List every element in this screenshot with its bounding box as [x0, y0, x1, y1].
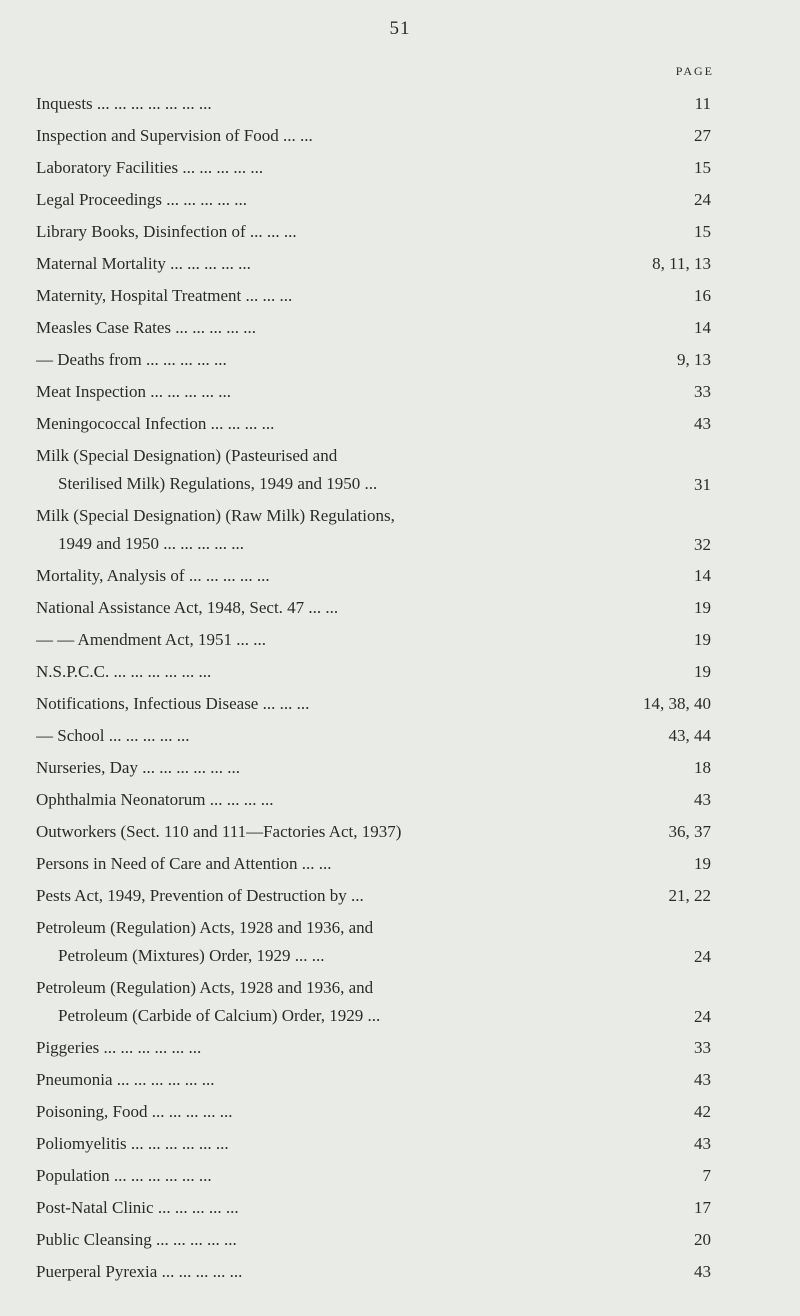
index-entry [36, 312, 711, 344]
index-entry [36, 152, 711, 184]
index-entry-term [36, 752, 621, 784]
index-entry-pages: 11 [694, 94, 711, 113]
index-entry [36, 1064, 711, 1096]
index-entry [36, 344, 711, 376]
index-entry-term-line: Piggeries ... ... ... ... ... ... [36, 1038, 202, 1057]
index-entry-term-line: Petroleum (Regulation) Acts, 1928 and 1936, and [36, 918, 374, 937]
index-entry-term [36, 656, 621, 688]
index-entry-term-line: — — Amendment Act, 1951 ... ... [36, 630, 266, 649]
index-entry-term [36, 344, 621, 376]
index-entry-pages: 18 [694, 758, 711, 777]
index-entry-term-line: Library Books, Disinfection of ... ... ... [36, 222, 297, 241]
page-column-header: PAGE [675, 64, 714, 78]
index-entry-term-line: Inquests ... ... ... ... ... ... ... [36, 94, 212, 113]
index-entry-term [36, 912, 621, 970]
index-entry-term [36, 688, 621, 720]
index-entry-term [36, 1192, 621, 1224]
index-entry-term-line: — School ... ... ... ... ... [36, 726, 190, 745]
index-entry-pages: 17 [694, 1198, 711, 1217]
index-entry-term-line: Pneumonia ... ... ... ... ... ... [36, 1070, 215, 1089]
index-entry-pages: 32 [694, 535, 711, 554]
index-entry [36, 1096, 711, 1128]
index-entry [36, 88, 711, 120]
index-entry-term [36, 784, 621, 816]
index-entry-term [36, 1256, 621, 1288]
index-entry-pages: 27 [694, 126, 711, 145]
index-entry [36, 972, 711, 1032]
index-entry-pages: 20 [694, 1230, 711, 1249]
index-entry-pages: 43 [694, 1262, 711, 1281]
index-entry [36, 592, 711, 624]
index-entry [36, 216, 711, 248]
index-entry-term [36, 1224, 621, 1256]
index-entry-term [36, 1096, 621, 1128]
index-entry-term-line: Ophthalmia Neonatorum ... ... ... ... [36, 790, 274, 809]
index-entry [36, 1128, 711, 1160]
index-list [36, 88, 711, 1288]
index-entry [36, 656, 711, 688]
index-entry-term-line: Nurseries, Day ... ... ... ... ... ... [36, 758, 240, 777]
index-entry-pages: 31 [694, 475, 711, 494]
index-entry-term [36, 720, 621, 752]
index-entry-term-line: — Deaths from ... ... ... ... ... [36, 350, 227, 369]
index-entry-term-line: Poisoning, Food ... ... ... ... ... [36, 1102, 233, 1121]
index-entry [36, 752, 711, 784]
index-entry-term [36, 440, 621, 498]
index-entry-pages: 15 [694, 158, 711, 177]
index-entry-pages: 33 [694, 382, 711, 401]
index-entry-term [36, 184, 621, 216]
index-entry-pages: 14 [694, 566, 711, 585]
index-entry-pages: 15 [694, 222, 711, 241]
index-entry-term [36, 408, 621, 440]
index-entry-term-line: Mortality, Analysis of ... ... ... ... ... [36, 566, 270, 585]
index-entry-pages: 19 [694, 598, 711, 617]
index-entry-term [36, 880, 621, 912]
index-entry-term [36, 1032, 621, 1064]
index-entry-term-line: Pests Act, 1949, Prevention of Destruction by ... [36, 886, 364, 905]
index-entry-pages: 19 [694, 854, 711, 873]
index-entry-pages: 19 [694, 630, 711, 649]
index-entry-term [36, 152, 621, 184]
index-entry [36, 560, 711, 592]
index-entry-pages: 7 [702, 1166, 711, 1185]
index-entry-term-line: Measles Case Rates ... ... ... ... ... [36, 318, 257, 337]
index-entry [36, 1192, 711, 1224]
index-entry [36, 720, 711, 752]
index-entry [36, 784, 711, 816]
index-entry-term-line: Legal Proceedings ... ... ... ... ... [36, 190, 248, 209]
index-entry [36, 280, 711, 312]
index-entry-term [36, 312, 621, 344]
index-entry-term-line: Public Cleansing ... ... ... ... ... [36, 1230, 237, 1249]
page-number: 51 [389, 18, 411, 39]
index-entry-term [36, 216, 621, 248]
index-entry-term-line: Inspection and Supervision of Food ... ... [36, 126, 313, 145]
index-entry-term-line: Puerperal Pyrexia ... ... ... ... ... [36, 1262, 243, 1281]
index-entry-pages: 33 [694, 1038, 711, 1057]
index-entry-term [36, 592, 621, 624]
index-entry-term-line: Outworkers (Sect. 110 and 111—Factories Act, 1937) [36, 822, 402, 841]
index-entry-pages: 43 [694, 1070, 711, 1089]
index-entry-term-continuation: 1949 and 1950 ... ... ... ... ... [58, 534, 245, 553]
index-entry [36, 624, 711, 656]
index-entry-pages: 14, 38, 40 [643, 694, 711, 713]
index-entry-term [36, 1064, 621, 1096]
index-entry [36, 440, 711, 500]
index-entry-term [36, 280, 621, 312]
index-entry-pages: 8, 11, 13 [652, 254, 711, 273]
index-entry-term [36, 560, 621, 592]
index-entry-term [36, 624, 621, 656]
index-entry-term [36, 1160, 621, 1192]
index-entry-term-line: Notifications, Infectious Disease ... ... ... [36, 694, 310, 713]
index-entry-term [36, 816, 621, 848]
index-entry-term-continuation: Sterilised Milk) Regulations, 1949 and 1950 ... [58, 474, 378, 493]
index-entry-term-line: Maternity, Hospital Treatment ... ... ... [36, 286, 293, 305]
index-entry-term [36, 120, 621, 152]
index-entry-term [36, 500, 621, 558]
index-entry [36, 248, 711, 280]
index-entry-pages: 43 [694, 414, 711, 433]
index-entry-term-line: National Assistance Act, 1948, Sect. 47 ... ... [36, 598, 339, 617]
index-entry-pages: 19 [694, 662, 711, 681]
index-entry [36, 1256, 711, 1288]
index-entry-term-line: Milk (Special Designation) (Raw Milk) Regulations, [36, 506, 395, 525]
index-entry [36, 500, 711, 560]
index-entry-pages: 24 [694, 190, 711, 209]
index-entry [36, 688, 711, 720]
index-entry [36, 848, 711, 880]
index-entry-pages: 14 [694, 318, 711, 337]
index-entry-term-line: Meningococcal Infection ... ... ... ... [36, 414, 275, 433]
index-entry [36, 1032, 711, 1064]
index-entry-term-line: N.S.P.C.C. ... ... ... ... ... ... [36, 662, 212, 681]
index-entry [36, 1224, 711, 1256]
index-entry-pages: 24 [694, 947, 711, 966]
index-entry-term-line: Petroleum (Regulation) Acts, 1928 and 1936, and [36, 978, 374, 997]
index-entry-term-line: Maternal Mortality ... ... ... ... ... [36, 254, 251, 273]
index-entry-pages: 9, 13 [677, 350, 711, 369]
index-entry-pages: 36, 37 [668, 822, 711, 841]
index-entry [36, 376, 711, 408]
index-entry-pages: 24 [694, 1007, 711, 1026]
index-entry-term-line: Meat Inspection ... ... ... ... ... [36, 382, 231, 401]
index-entry-term [36, 88, 621, 120]
index-entry [36, 120, 711, 152]
index-entry-term [36, 972, 621, 1030]
index-entry-term [36, 376, 621, 408]
index-entry [36, 880, 711, 912]
index-entry [36, 184, 711, 216]
index-entry-term-line: Persons in Need of Care and Attention ... ... [36, 854, 332, 873]
index-entry-term-line: Population ... ... ... ... ... ... [36, 1166, 212, 1185]
index-entry-pages: 43 [694, 1134, 711, 1153]
index-entry-pages: 21, 22 [668, 886, 711, 905]
index-entry-pages: 16 [694, 286, 711, 305]
index-entry-term [36, 1128, 621, 1160]
index-entry-term [36, 848, 621, 880]
index-entry-term-line: Post-Natal Clinic ... ... ... ... ... [36, 1198, 239, 1217]
index-entry-term-line: Poliomyelitis ... ... ... ... ... ... [36, 1134, 229, 1153]
index-entry-pages: 43, 44 [668, 726, 711, 745]
index-entry-pages: 42 [694, 1102, 711, 1121]
index-entry [36, 408, 711, 440]
index-entry-term-line: Milk (Special Designation) (Pasteurised and [36, 446, 338, 465]
index-entry-term [36, 248, 621, 280]
index-entry [36, 912, 711, 972]
index-entry [36, 816, 711, 848]
index-entry [36, 1160, 711, 1192]
index-entry-term-line: Laboratory Facilities ... ... ... ... ... [36, 158, 264, 177]
index-entry-term-continuation: Petroleum (Carbide of Calcium) Order, 1929 ... [58, 1006, 381, 1025]
index-entry-pages: 43 [694, 790, 711, 809]
index-entry-term-continuation: Petroleum (Mixtures) Order, 1929 ... ... [58, 946, 325, 965]
